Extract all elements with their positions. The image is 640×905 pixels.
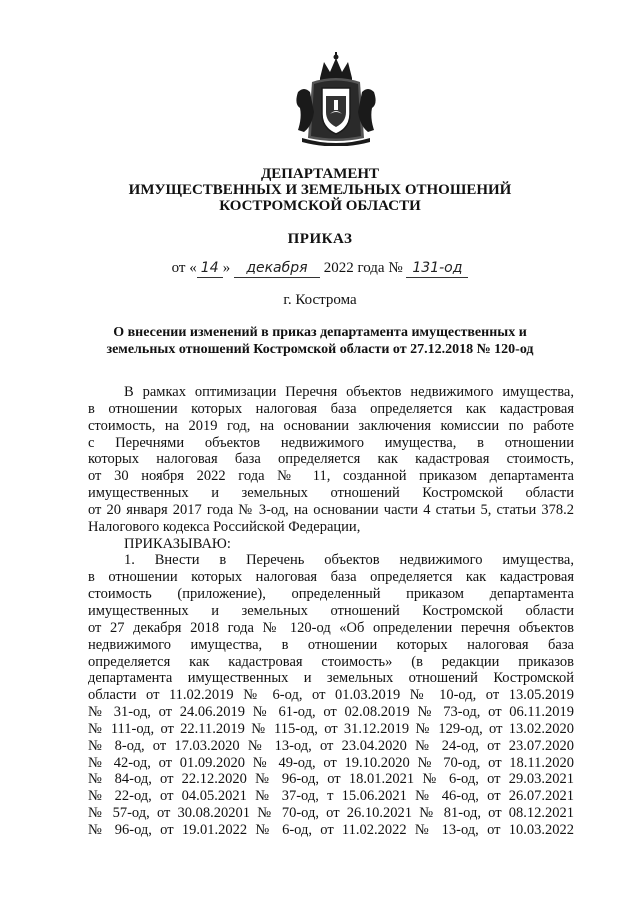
department-title-line3: КОСТРОМСКОЙ ОБЛАСТИ xyxy=(219,198,421,214)
body-line: В рамках оптимизации Перечня объектов недвижимого имущества, xyxy=(124,384,574,400)
body-line: департамента имущественных и земельных отношений Костромской xyxy=(88,670,574,687)
body-line: от 20 января 2017 года № 3-од, на основании части 4 статьи 5, статьи 378.2 xyxy=(88,501,574,518)
city-name: г. Кострома xyxy=(283,292,357,308)
body-line: № 84-од, от 22.12.2020 № 96-од, от 18.01.2021 № 6-од, от 29.03.2021 xyxy=(88,771,574,788)
body-line: недвижимого имущества, в отношении которых налоговая база xyxy=(88,636,574,653)
body-line: № 42-од, от 01.09.2020 № 49-од, от 19.10.2020 № 70-од, от 18.11.2020 xyxy=(88,754,574,771)
body-line: 1. Внести в Перечень объектов недвижимого имущества, xyxy=(124,552,574,569)
order-body-text xyxy=(88,384,574,839)
open-quote: « xyxy=(189,260,197,276)
body-line: в отношении которых налоговая база определяется как кадастровая xyxy=(88,400,574,417)
order-subject xyxy=(0,324,640,358)
body-line: стоимость (приложение), определенный приказом департамента xyxy=(88,586,574,603)
body-line: ПРИКАЗЫВАЮ: xyxy=(124,535,231,552)
body-line: области от 11.02.2019 № 6-од, от 01.03.2019 № 10-од, от 13.05.2019 xyxy=(88,687,574,704)
coat-of-arms-emblem xyxy=(290,52,382,146)
body-line: Налогового кодекса Российской Федерации, xyxy=(88,518,361,535)
body-line: № 96-од, от 19.01.2022 № 6-од, от 11.02.2022 № 13-од, от 10.03.2022 xyxy=(88,821,574,838)
body-line: № 8-од, от 17.03.2020 № 13-од, от 23.04.2020 № 24-од, от 23.07.2020 xyxy=(88,737,574,754)
subject-line: О внесении изменений в приказ департамента имущественных и xyxy=(113,325,527,340)
close-quote: » xyxy=(222,260,231,276)
body-line: № 111-од, от 22.11.2019 № 115-од, от 31.12.2019 № 129-од, от 13.02.2020 xyxy=(88,720,574,737)
order-date-line xyxy=(0,258,640,278)
body-line: от 27 декабря 2018 года № 120-од «Об определении перечня объектов xyxy=(88,619,574,636)
date-from-label: от xyxy=(171,260,186,276)
body-line: с Перечнями объектов недвижимого имущества, в отношении xyxy=(88,434,574,451)
doc-type-title: ПРИКАЗ xyxy=(287,231,353,247)
body-line: № 57-од, от 30.08.20201 № 70-од, от 26.10.2021 № 81-од, от 08.12.2021 xyxy=(88,805,574,822)
subject-line: земельных отношений Костромской области от 27.12.2018 № 120-од xyxy=(106,342,534,357)
handwritten-month: декабря xyxy=(234,260,320,278)
department-title-line2: ИМУЩЕСТВЕННЫХ И ЗЕМЕЛЬНЫХ ОТНОШЕНИЙ xyxy=(128,182,512,198)
body-line: которых налоговая база определяется как кадастровая стоимость, xyxy=(88,451,574,468)
shield-icon xyxy=(322,88,350,134)
body-line: в отношении которых налоговая база определяется как кадастровая xyxy=(88,569,574,586)
body-line: стоимость, на 2019 год, на основании заключения комиссии по работе xyxy=(88,417,574,434)
body-line: № 22-од, от 04.05.2021 № 37-од, т 15.06.2021 № 46-од, от 26.07.2021 xyxy=(88,788,574,805)
body-line: от 30 ноября 2022 года № 11, созданной приказом департамента xyxy=(88,468,574,485)
body-line: определяется как кадастровая стоимость» (в редакции приказов xyxy=(88,653,574,670)
handwritten-order-number: 131-од xyxy=(406,260,468,278)
body-line: имущественных и земельных отношений Костромской области xyxy=(88,602,574,619)
department-title-line1: ДЕПАРТАМЕНТ xyxy=(260,166,380,182)
body-line: имущественных и земельных отношений Костромской области xyxy=(88,485,574,502)
body-line: № 31-од, от 24.06.2019 № 61-од, от 02.08.2019 № 73-од, от 06.11.2019 xyxy=(88,704,574,721)
year-number-label: 2022 года № xyxy=(323,260,403,276)
handwritten-day: 14 xyxy=(197,260,223,278)
